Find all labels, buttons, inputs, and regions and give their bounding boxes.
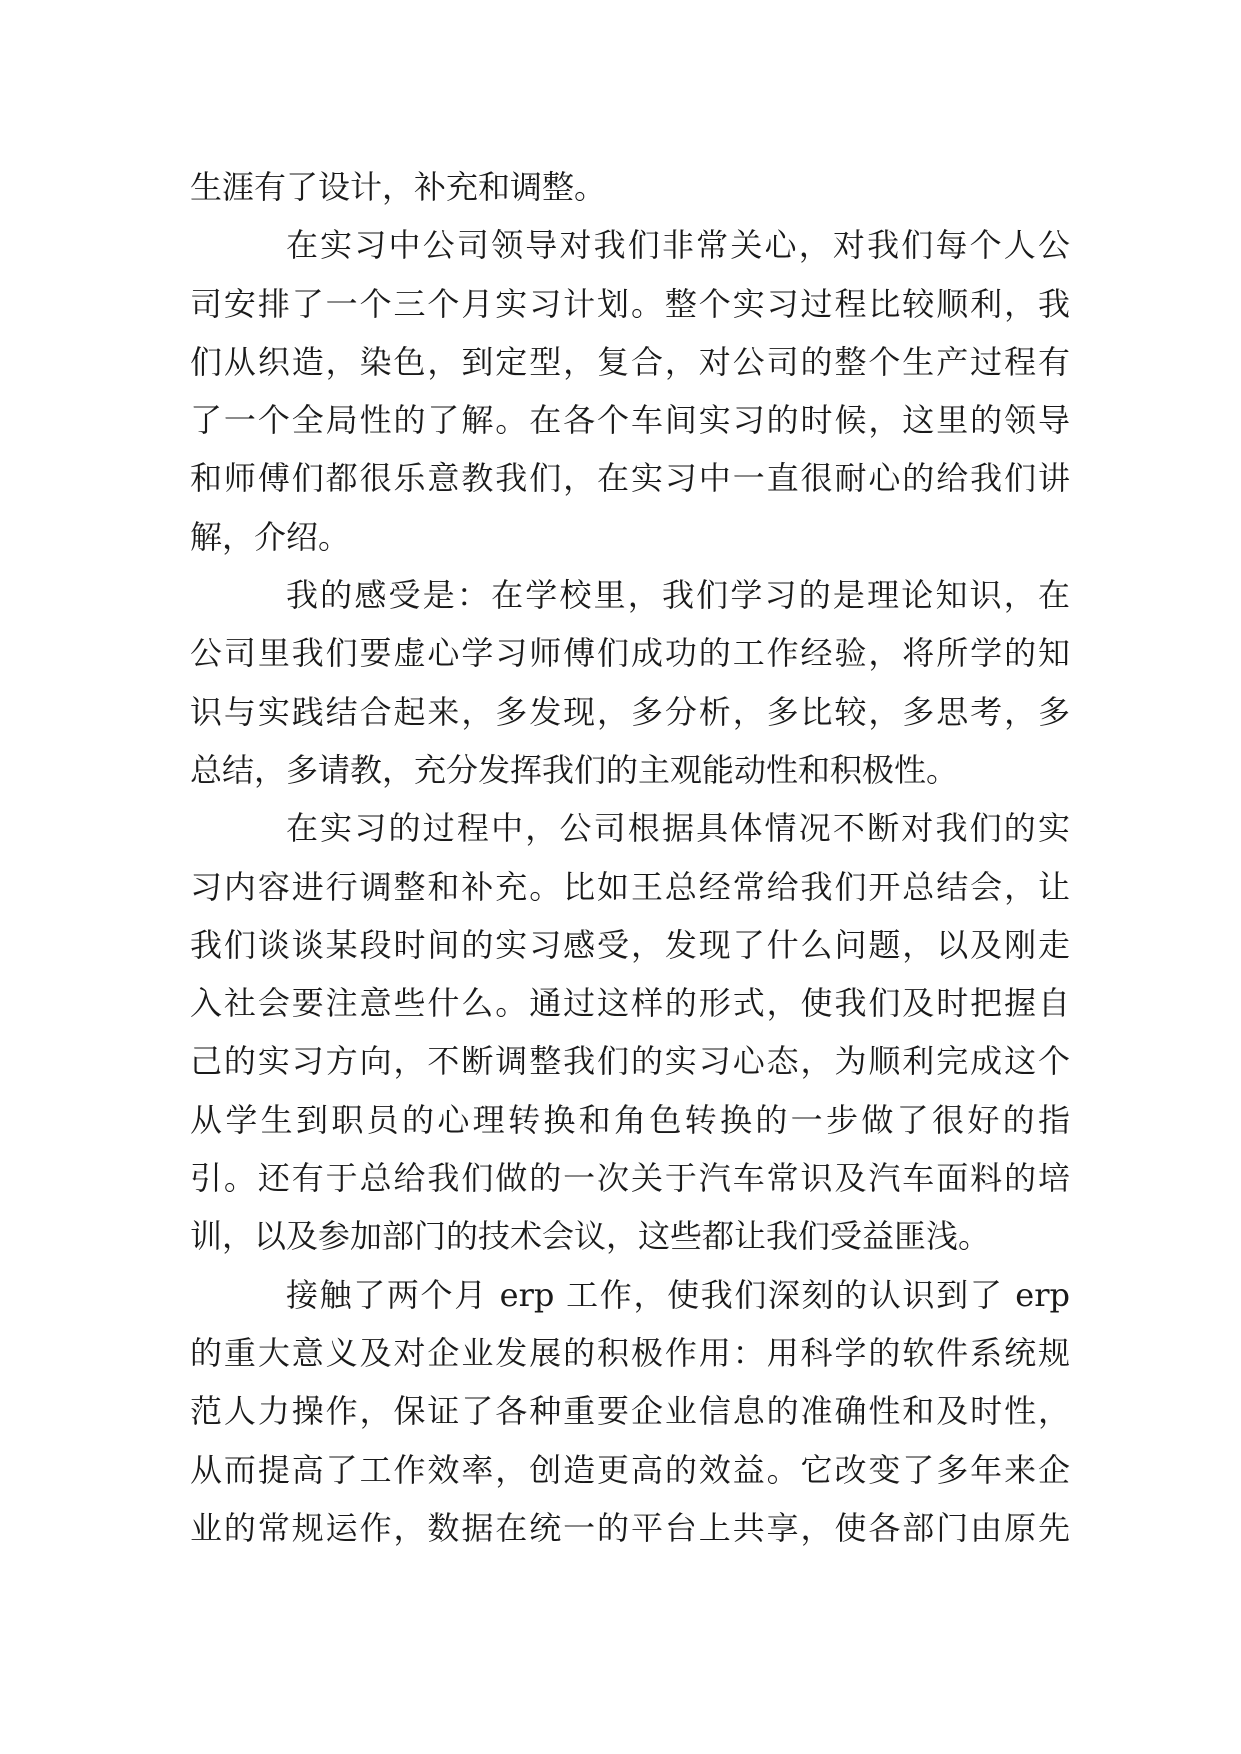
text-line: 范人力操作，保证了各种重要企业信息的准确性和及时性，	[190, 1392, 1070, 1431]
text-line: 生涯有了设计，补充和调整。	[190, 168, 607, 206]
text-line: 的重大意义及对企业发展的积极作用：用科学的软件系统规	[190, 1333, 1070, 1372]
text-line: 习内容进行调整和补充。比如王总经常给我们开总结会，让	[190, 867, 1070, 906]
text-line: 在实习的过程中，公司根据具体情况不断对我们的实	[286, 809, 1070, 848]
text-line: 公司里我们要虚心学习师傅们成功的工作经验，将所学的知	[190, 634, 1070, 673]
text-line: 和师傅们都很乐意教我们，在实习中一直很耐心的给我们讲	[190, 459, 1070, 498]
text-line: 业的常规运作，数据在统一的平台上共享，使各部门由原先	[190, 1508, 1070, 1547]
text-line: 训，以及参加部门的技术会议，这些都让我们受益匪浅。	[190, 1217, 991, 1256]
text-line: 司安排了一个三个月实习计划。整个实习过程比较顺利，我	[190, 284, 1070, 323]
body-text	[190, 158, 1070, 1557]
text-line: 们从织造，染色，到定型，复合，对公司的整个生产过程有	[190, 342, 1070, 381]
text-line: 接触了两个月 erp 工作，使我们深刻的认识到了 erp	[286, 1275, 1070, 1314]
text-line: 解，介绍。	[190, 517, 351, 556]
text-line: 己的实习方向，不断调整我们的实习心态，为顺利完成这个	[190, 1042, 1070, 1081]
text-line: 从学生到职员的心理转换和角色转换的一步做了很好的指	[190, 1100, 1070, 1139]
text-line: 我们谈谈某段时间的实习感受，发现了什么问题，以及刚走	[190, 925, 1070, 964]
text-line: 识与实践结合起来，多发现，多分析，多比较，多思考，多	[190, 692, 1070, 731]
text-line: 总结，多请教，充分发挥我们的主观能动性和积极性。	[190, 750, 959, 789]
text-line: 入社会要注意些什么。通过这样的形式，使我们及时把握自	[190, 984, 1070, 1023]
text-line: 在实习中公司领导对我们非常关心，对我们每个人公	[286, 226, 1070, 265]
text-line: 我的感受是：在学校里，我们学习的是理论知识，在	[286, 576, 1070, 615]
text-line: 了一个全局性的了解。在各个车间实习的时候，这里的领导	[190, 401, 1070, 440]
text-line: 从而提高了工作效率，创造更高的效益。它改变了多年来企	[190, 1450, 1070, 1489]
text-line: 引。还有于总给我们做的一次关于汽车常识及汽车面料的培	[190, 1159, 1070, 1198]
